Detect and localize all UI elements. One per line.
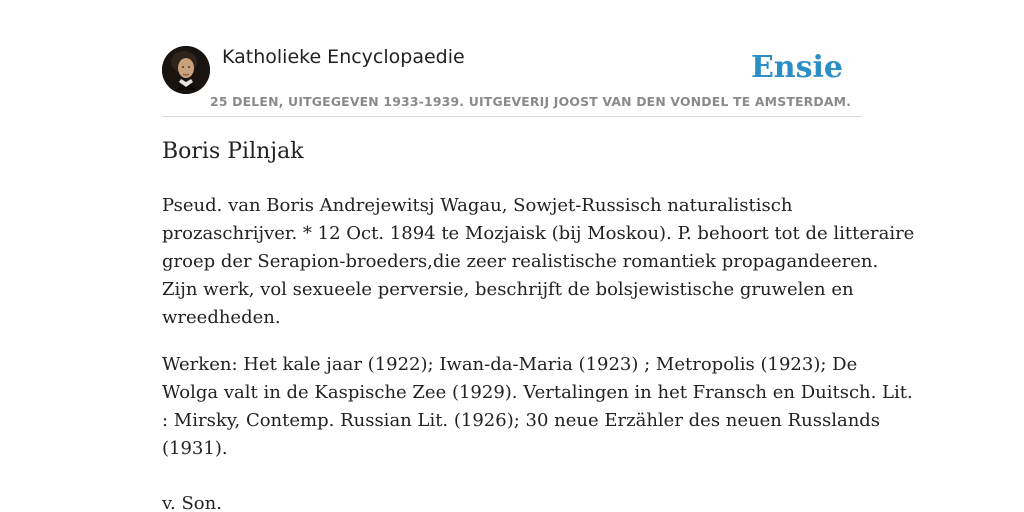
text-line: Pseud. van Boris Andrejewitsj Wagau, Sowjet-Russisch naturalistisch	[162, 195, 793, 216]
page	[162, 0, 915, 512]
site-header	[162, 0, 862, 117]
author-signature: v. Son.	[162, 493, 222, 512]
source-subtitle: 25 DELEN, UITGEGEVEN 1933-1939. UITGEVERIJ JOOST VAN DEN VONDEL TE AMSTERDAM.	[210, 94, 852, 109]
text-line: Werken: Het kale jaar (1922); Iwan-da-Maria (1923) ; Metropolis (1923); De	[162, 354, 858, 375]
text-line: : Mirsky, Contemp. Russian Lit. (1926); 30 neue Erzähler des neuen Russlands	[162, 410, 881, 431]
text-line: wreedheden.	[162, 307, 281, 328]
text-line: Wolga valt in de Kaspische Zee (1929). Vertalingen in het Fransch en Duitsch. Lit.	[162, 382, 913, 403]
entry-paragraph-description	[162, 192, 915, 332]
source-title[interactable]: Katholieke Encyclopaedie	[222, 46, 465, 68]
entry-paragraph-author	[162, 490, 862, 512]
text-line: (1931).	[162, 438, 228, 459]
portrait-avatar-icon[interactable]	[162, 46, 210, 94]
text-line: prozaschrijver. * 12 Oct. 1894 te Mozjaisk (bij Moskou). P. behoort tot de litteraire	[162, 223, 915, 244]
entry-title: Boris Pilnjak	[162, 139, 304, 164]
entry-paragraph-works	[162, 351, 913, 463]
text-line: Zijn werk, vol sexueele perversie, beschrijft de bolsjewistische gruwelen en	[162, 279, 854, 300]
text-line: groep der Serapion-broeders,die zeer realistische romantiek propagandeeren.	[162, 251, 879, 272]
brand-logo-link[interactable]: Ensie	[750, 50, 843, 85]
